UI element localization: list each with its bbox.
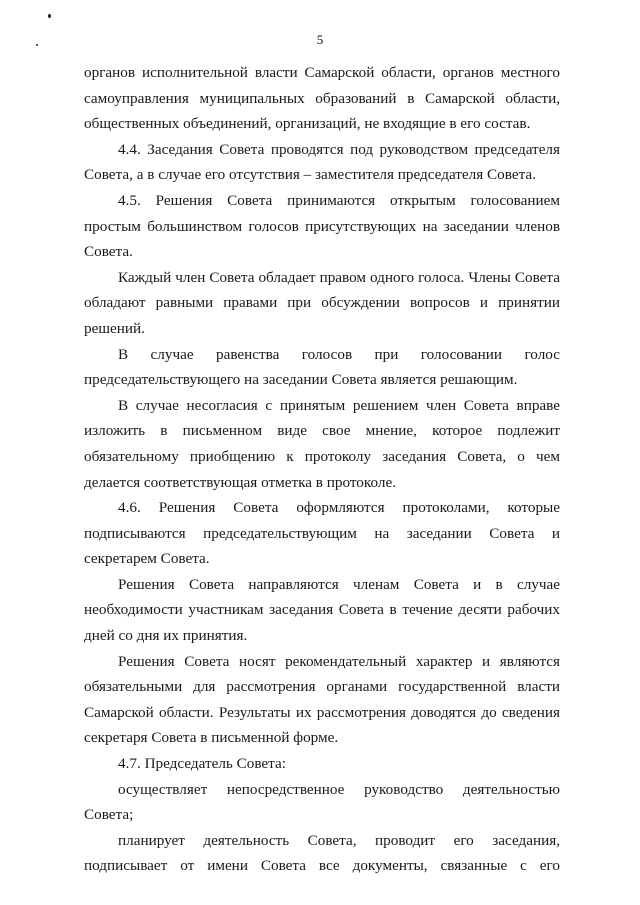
paragraph-chairman-duty-1: осуществляет непосредственное руководство деятельностью Совета; (84, 780, 560, 824)
page-number: 5 (316, 32, 324, 47)
paragraph-4-7-heading: 4.7. Председатель Совета: (118, 755, 286, 773)
paragraph-4-5: 4.5. Решения Совета принимаются открытым голосованием простым большинством голосов присутствующих на заседании членов Совета. (84, 191, 560, 261)
paragraph-continuation: органов исполнительной власти Самарской области, органов местного самоуправления муниципальных образований в Самарской области, общественных объединений, организаций, не входящие в его состав. (84, 64, 560, 133)
paragraph-vote-rights: Каждый член Совета обладает правом одного голоса. Члены Совета обладают равными правами при обсуждении вопросов и принятии решений. (84, 268, 560, 337)
paragraph-recommendations: Решения Совета носят рекомендательный характер и являются обязательными для рассмотрения органами государственной власти Самарской области. Результаты их рассмотрения доводятся до сведения секретаря Совета в письменной форме. (84, 652, 560, 747)
paragraph-dissent: В случае несогласия с принятым решением член Совета вправе изложить в письменном виде свое мнение, которое подлежит обязательному приобщению к протоколу заседания Совета, о чем делается соответствующая отметка в протоколе. (84, 396, 560, 491)
paragraph-distribution: Решения Совета направляются членам Совета и в случае необходимости участникам заседания Совета в течение десяти рабочих дней со дня их принятия. (84, 575, 560, 645)
paragraph-4-4: 4.4. Заседания Совета проводятся под руководством председателя Совета, а в случае его отсутствия – заместителя председателя Совета. (84, 140, 560, 184)
paragraph-chairman-duty-2: планирует деятельность Совета, проводит его заседания, подписывает от имени Совета все документы, связанные с его (84, 831, 560, 875)
document-body (84, 60, 560, 879)
paragraph-tie-vote: В случае равенства голосов при голосовании голос председательствующего на заседании Совета является решающим. (84, 345, 560, 389)
scan-speck (48, 14, 51, 18)
paragraph-4-6: 4.6. Решения Совета оформляются протоколами, которые подписываются председательствующим на заседании Совета и секретарем Совета. (84, 499, 560, 568)
